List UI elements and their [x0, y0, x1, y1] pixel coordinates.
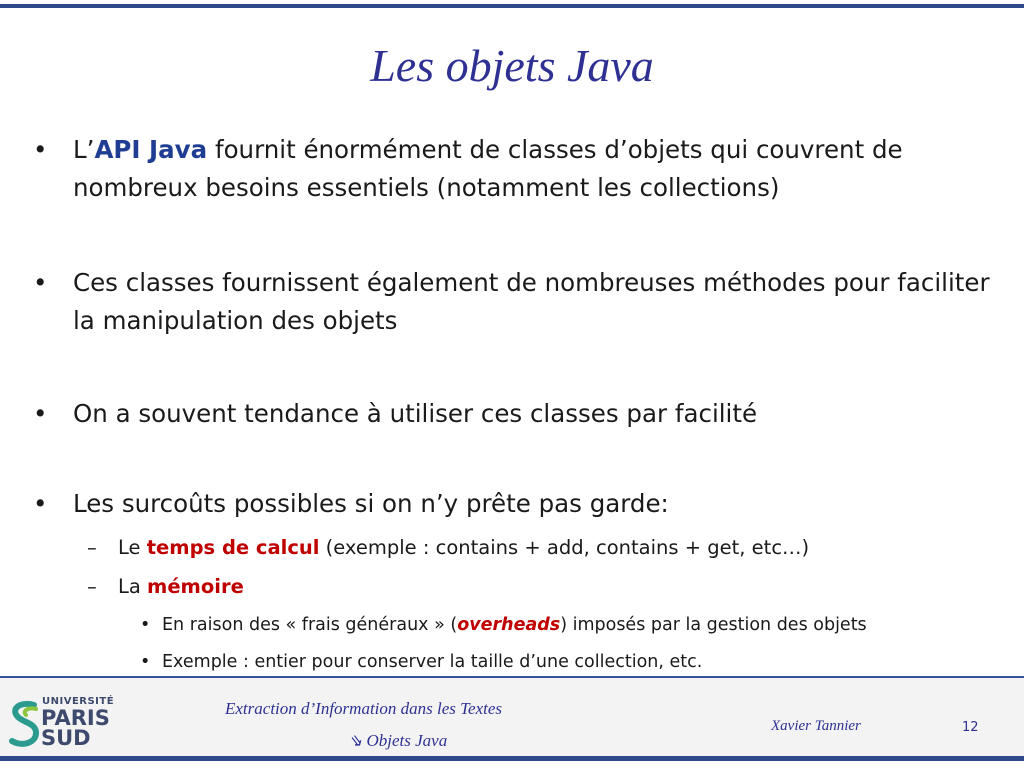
api-java-highlight: API Java: [94, 135, 208, 164]
subsub-bullet-prefix: En raison des « frais généraux » (: [162, 615, 458, 635]
sub-bullet-marker: –: [87, 536, 97, 559]
bullet-facility: [33, 395, 1008, 433]
overheads-highlight: overheads: [457, 615, 561, 635]
sub-bullet-prefix: Le: [118, 536, 147, 559]
bullet-overheads: [33, 485, 1008, 523]
subsub-bullet-marker: •: [140, 615, 151, 635]
subsub-bullet-text: Exemple : entier pour conserver la taille d’une collection, etc.: [162, 652, 703, 672]
bottom-rule: [0, 756, 1024, 761]
sub-bullet-memory: [87, 573, 244, 601]
sub-bullet-marker: –: [87, 575, 97, 598]
subsub-bullet-suffix: ) imposés par la gestion des objets: [560, 615, 867, 635]
footer-chapter-title: Objets Java: [366, 731, 448, 750]
bullet-text-prefix: L’: [73, 135, 95, 164]
page-number: 12: [962, 720, 979, 735]
bullet-marker: •: [33, 399, 48, 428]
paris-sud-s-logo-icon: [6, 699, 42, 749]
top-rule: [0, 4, 1024, 8]
bullet-marker: •: [33, 489, 48, 518]
memory-highlight: mémoire: [147, 575, 244, 598]
chapter-arrow-icon: ⇘: [348, 731, 363, 750]
logo-universite-text: UNIVERSITÉ: [42, 696, 115, 707]
footer-author: Xavier Tannier: [771, 718, 861, 734]
bullet-methods: [33, 264, 1008, 340]
subsub-bullet-overheads: [140, 612, 867, 638]
university-logo: [4, 693, 114, 749]
sub-bullet-compute-time: [87, 534, 810, 562]
footer-chapter: [348, 731, 447, 751]
subsub-bullet-marker: •: [140, 652, 151, 672]
footer: [0, 678, 1024, 756]
bullet-text: Les surcoûts possibles si on n’y prête pas garde:: [73, 489, 669, 518]
bullet-marker: •: [33, 135, 48, 164]
subsub-bullet-example: [140, 649, 703, 675]
logo-paris-text: PARIS: [41, 706, 110, 730]
compute-time-highlight: temps de calcul: [146, 536, 320, 559]
sub-bullet-suffix: (exemple : contains + add, contains + get, etc…): [319, 536, 810, 559]
bullet-text-suffix: fournit énormément de classes d’objets qui couvrent de nombreux besoins essentiels (notamment les collections): [73, 135, 903, 202]
bullet-text: Ces classes fournissent également de nombreuses méthodes pour faciliter la manipulation des objets: [73, 268, 990, 335]
slide-title: Les objets Java: [370, 40, 654, 91]
logo-sud-text: SUD: [41, 726, 91, 750]
bullet-api-java: [33, 131, 1008, 207]
bullet-text: On a souvent tendance à utiliser ces classes par facilité: [73, 399, 758, 428]
footer-course-title: Extraction d’Information dans les Textes: [225, 699, 503, 718]
bullet-marker: •: [33, 268, 48, 297]
sub-bullet-prefix: La: [118, 575, 148, 598]
